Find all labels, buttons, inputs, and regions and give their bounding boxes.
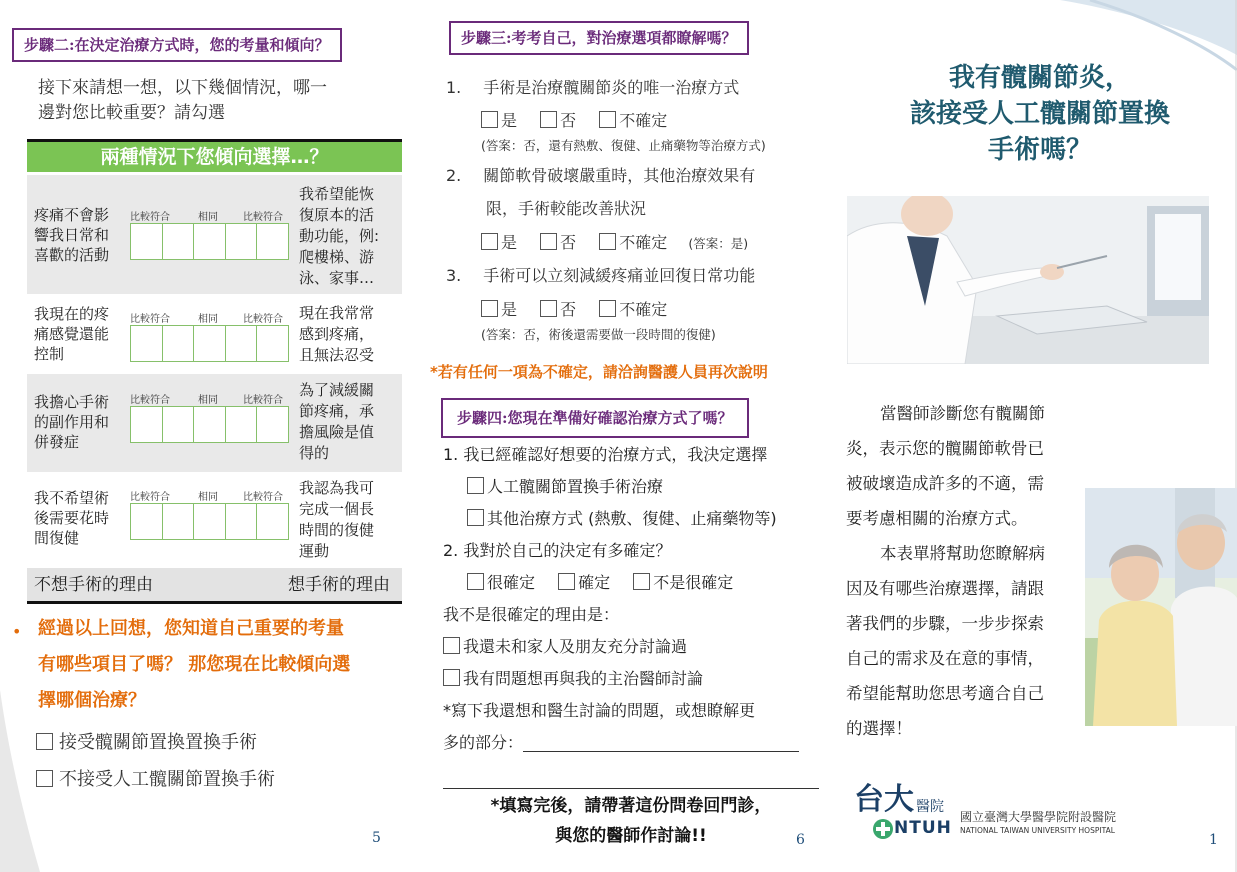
row-right-text: 我認為我可 完成一個長 時間的復健 運動 — [299, 479, 375, 560]
preference-row: 我現在的疼 痛感覺還能 控制 比較符合 相同 比較符合 現在我常常 感到疼痛， 且無法忍受 — [34, 304, 375, 364]
cover-paragraph-2: 本表單將幫助您瞭解病 因及有哪些治療選擇，請跟 著我們的步驟，一步步探索 自己的需求及在意的事情， 希望能幫助您思考適合自己 的選擇！ — [846, 544, 1045, 738]
checkbox[interactable] — [36, 770, 53, 787]
elderly-couple-photo — [1085, 488, 1237, 726]
step4-title-box: 步驟四:您現在準備好確認治療方式了嗎？ — [441, 398, 749, 438]
write-line[interactable] — [523, 734, 799, 752]
logo-cross-icon — [872, 818, 894, 840]
reason-right: 想手術的理由 — [288, 575, 390, 595]
quiz-options-2[interactable]: 是 否 不確定 (答案：是) — [481, 230, 748, 253]
quiz-question-3: 3. 手術可以立刻減緩疼痛並回復日常功能 — [446, 266, 756, 285]
quiz-answer-1: (答案：否，還有熱敷、復健、止痛藥物等治療方式) — [481, 138, 766, 153]
scale-checkboxes[interactable] — [130, 503, 288, 540]
quiz-question-2: 2. 關節軟骨破壞嚴重時，其他治療效果有 限，手術較能改善狀況 — [446, 166, 756, 218]
hospital-logo — [850, 782, 1130, 850]
row-left-text: 我現在的疼 痛感覺還能 控制 — [34, 305, 110, 363]
quiz-question-1: 1. 手術是治療髖關節炎的唯一治療方式 — [446, 78, 740, 97]
logo-mark-small: 醫院 — [916, 799, 944, 815]
reason-bar — [27, 568, 402, 604]
scale-checkboxes[interactable] — [130, 406, 288, 443]
page-number: 5 — [372, 830, 381, 846]
reason-option[interactable]: 我還未和家人及朋友充分討論過 — [443, 631, 835, 663]
bullet-icon: • — [12, 622, 22, 641]
quiz-answer-3: (答案：否，術後還需要做一段時間的復健) — [481, 327, 716, 342]
write-line-2[interactable] — [443, 788, 819, 789]
quiz-answer-2: (答案：是) — [688, 236, 749, 251]
option-accept-surgery[interactable]: 接受髖關節置換置換手術 — [36, 728, 257, 754]
step4-content: 1. 我已經確認好想要的治療方式，我決定選擇 人工髖關節置換手術治療 其他治療方式 (熱敷、復健、止痛藥物等) 2. 我對於自己的決定有多確定？ 很確定 確定 不是很確定 我不是很確定的理由是： 我還未和家人及朋友充分討論過 我有問題想再與我的主治醫師討論 *寫下我還想和醫生討論的問題，或想瞭解更 多的部分： — [443, 439, 835, 759]
intro-line: 接下來請想一想，以下幾個情況，哪一 — [38, 78, 327, 98]
row-right-text: 現在我常常 感到疼痛， 且無法忍受 — [299, 304, 375, 364]
row-left-text: 疼痛不會影 響我日常和 喜歡的活動 — [34, 206, 110, 264]
reason-left: 不想手術的理由 — [34, 575, 153, 595]
preference-row: 疼痛不會影 響我日常和 喜歡的活動 比較符合 相同 比較符合 我希望能恢 復原本的活 動功能，例: 爬樓梯、游 泳、家事… — [27, 175, 402, 294]
row-right-text: 我希望能恢 復原本的活 動功能，例: 爬樓梯、游 泳、家事… — [299, 185, 380, 287]
preference-row: 我不希望術 後需要花時 間復健 比較符合 相同 比較符合 我認為我可 完成一個長 時間的復健 運動 — [34, 479, 375, 560]
cover-paragraph-1: 當醫師診斷您有髖關節 炎，表示您的髖關節軟骨已 被破壞造成許多的不適，需 要考慮相關的治療方式。 — [846, 404, 1045, 528]
checkbox[interactable] — [36, 733, 53, 750]
panel1-intro — [38, 76, 327, 126]
reason-option[interactable]: 我有問題想再與我的主治醫師討論 — [443, 663, 835, 695]
preference-row: 我擔心手術 的副作用和 併發症 比較符合 相同 比較符合 為了減緩關 節疼痛，承 擔風險是值 得的 — [27, 374, 402, 472]
page-number: 1 — [1209, 832, 1218, 848]
doctor-photo — [847, 196, 1209, 364]
quiz-options-1[interactable]: 是 否 不確定 — [481, 108, 667, 131]
table-header: 兩種情況下您傾向選擇…？ — [27, 139, 402, 172]
row-left-text: 我不希望術 後需要花時 間復健 — [34, 489, 110, 547]
row-right-text: 為了減緩關 節疼痛，承 擔風險是值 得的 — [299, 381, 375, 462]
page-number: 6 — [796, 832, 805, 848]
quiz-options-3[interactable]: 是 否 不確定 — [481, 297, 667, 320]
logo-mark: 台大 — [854, 782, 914, 817]
scale-checkboxes[interactable] — [130, 325, 288, 362]
row-left-text: 我擔心手術 的副作用和 併發症 — [34, 393, 110, 451]
unsure-note: *若有任何一項為不確定，請洽詢醫護人員再次說明 — [430, 363, 768, 381]
option-decline-surgery[interactable]: 不接受人工髖關節置換手術 — [36, 765, 275, 791]
step3-title-box: 步驟三:考考自己，對治療選項都瞭解嗎？ — [449, 21, 749, 55]
certainty-options[interactable]: 很確定 確定 不是很確定 — [443, 567, 835, 599]
scale-checkboxes[interactable] — [130, 223, 288, 260]
step2-title-box: 步驟二:在決定治療方式時，您的考量和傾向？ — [12, 28, 342, 62]
treatment-question: 經過以上回想，您知道自己重要的考量 有哪些項目了嗎？ 那您現在比較傾向選 擇哪個治療？ — [38, 618, 351, 711]
cover-title: 我有髖關節炎， 該接受人工髖關節置換 手術嗎？ — [909, 63, 1170, 165]
intro-line: 邊對您比較重要？請勾選 — [38, 103, 225, 123]
return-note: *填寫完後，請帶著這份問卷回門診， 與您的醫師作討論!! — [490, 796, 772, 846]
option-other-treatment[interactable]: 其他治療方式 (熱敷、復健、止痛藥物等) — [443, 503, 835, 535]
logo-ntuh: NTUH — [894, 818, 952, 838]
hospital-name-en: NATIONAL TAIWAN UNIVERSITY HOSPITAL — [960, 826, 1115, 835]
hospital-name-zh: 國立臺灣大學醫學院附設醫院 — [960, 810, 1117, 824]
option-hip-replacement[interactable]: 人工髖關節置換手術治療 — [443, 471, 835, 503]
